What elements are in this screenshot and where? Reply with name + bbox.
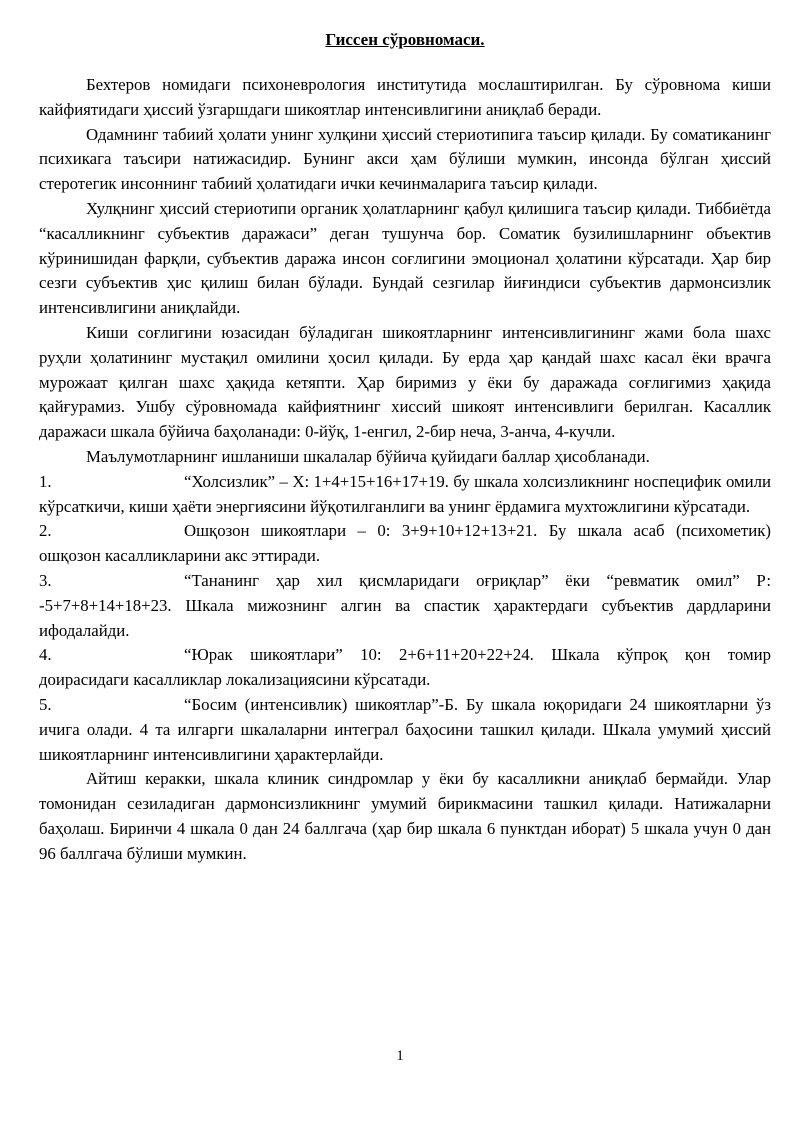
scale-item-3 — [39, 569, 771, 643]
paragraph-natural-state: Одамнинг табиий ҳолати унинг хулқини ҳиссий стериотипига таъсир қилади. Бу соматиканинг психикага таъсири натижасидир. Бунинг акси ҳам бўлиши мумкин, инсонда бўлган ҳиссий стеротегик инсоннинг табиий ҳолатидаги ички кечинмаларига таъсир қилади. — [39, 124, 771, 194]
page-number: 1 — [396, 1048, 404, 1064]
scale-item-1 — [39, 470, 771, 520]
item-number: 1. — [39, 471, 52, 491]
paragraph-scoring-intro: Маълумотларнинг ишланиши шкалалар бўйича қуйидаги баллар ҳисобланади. — [86, 446, 650, 466]
item-text: “Босим (интенсивлик) шикоятлар”-Б. Бу шкала юқоридаги 24 шикоятларни ўз ичига олади. 4 та илгарги шкалаларни интеграл баҳосини ташкил қилади. Шкала умумий ҳиссий шикоятларнинг интенсивлигини ҳарактерлайди. — [39, 694, 771, 764]
item-number: 4. — [39, 645, 52, 665]
item-text: “Тананинг ҳар хил қисмларидаги оғриқлар” ёки “ревматик омил” Р: -5+7+8+14+18+23. Шкала мижознинг алгин ва спастик ҳарактердаги субъектив дардларини ифодалайди. — [39, 570, 771, 640]
scale-item-2 — [39, 519, 771, 569]
scale-item-4 — [39, 643, 771, 693]
paragraph-intro: Бехтеров номидаги психоневрология институтида мослаштирилган. Бу сўровнома киши кайфиятидаги ҳиссий ўзгаршдаги шикоятлар интенсивлигини аниқлаб беради. — [39, 75, 771, 119]
scale-item-5 — [39, 693, 771, 767]
item-number: 3. — [39, 570, 52, 590]
item-number: 2. — [39, 521, 52, 541]
item-text: “Юрак шикоятлари” 10: 2+6+11+20+22+24. Шкала кўпроқ қон томир доирасидаги касалликлар локализациясини кўрсатади. — [39, 645, 771, 690]
item-text: “Холсизлик” – Х: 1+4+15+16+17+19. бу шкала холсизликнинг носпецифик омили кўрсаткичи, киши ҳаёти энергиясини йўқотилганлиги ва унинг ёрдамига мухтожлигини кўрсатади. — [39, 471, 771, 516]
document-page — [39, 28, 771, 867]
item-text: Ошқозон шикоятлари – 0: 3+9+10+12+13+21. Бу шкала асаб (психометик) ошқозон касалликларини акс эттиради. — [39, 521, 771, 566]
paragraph-final: Айтиш керакки, шкала клиник синдромлар у ёки бу касалликни аниқлаб бермайди. Улар томонидан сезиладиган дармонсизликнинг умумий бирикмасини ташкил қилади. Натижаларни баҳолаш. Биринчи 4 шкала 0 дан 24 баллгача (ҳар бир шкала 6 пунктдан иборат) 5 шкала учун 0 дан 96 баллгача бўлиши мумкин. — [39, 769, 771, 863]
document-body — [39, 73, 771, 867]
paragraph-behavior-stereotype: Хулқнинг ҳиссий стериотипи органик ҳолатларнинг қабул қилишига таъсир қилади. Тиббиётда “касалликнинг субъектив даражаси” деган тушунча бор. Соматик бузилишларнинг объектив кўринишидан фарқли, субъектив даража инсон соғлигини эмоционал ҳолатини кўрсатади. Ҳар бир сезги субъектив ҳис қилиш билан бўлади. Бундай сезгилар йиғиндиси субъектив дармонсизлик интенсивлигини аниқлайди. — [39, 198, 771, 318]
paragraph-complaints: Киши соғлигини юзасидан бўладиган шикоятларнинг интенсивлигининг жами бола шахс руҳли ҳолатининг мустақил омилини ҳосил қилади. Бу ерда ҳар қандай шахс касал ёки врачга мурожаат қилган шахс ҳақида кетяпти. Ҳар биримиз у ёки бу даражада соғлигимиз ҳақида қайғурамиз. Ушбу сўровномада кайфиятнинг хиссий шикоят интенсивлиги берилган. Касаллик даражаси шкала бўйича баҳоланади: 0-йўқ, 1-енгил, 2-бир неча, 3-анча, 4-кучли. — [39, 322, 771, 442]
item-number: 5. — [39, 694, 52, 714]
document-title: Гиссен сўровномаси. — [325, 30, 485, 49]
